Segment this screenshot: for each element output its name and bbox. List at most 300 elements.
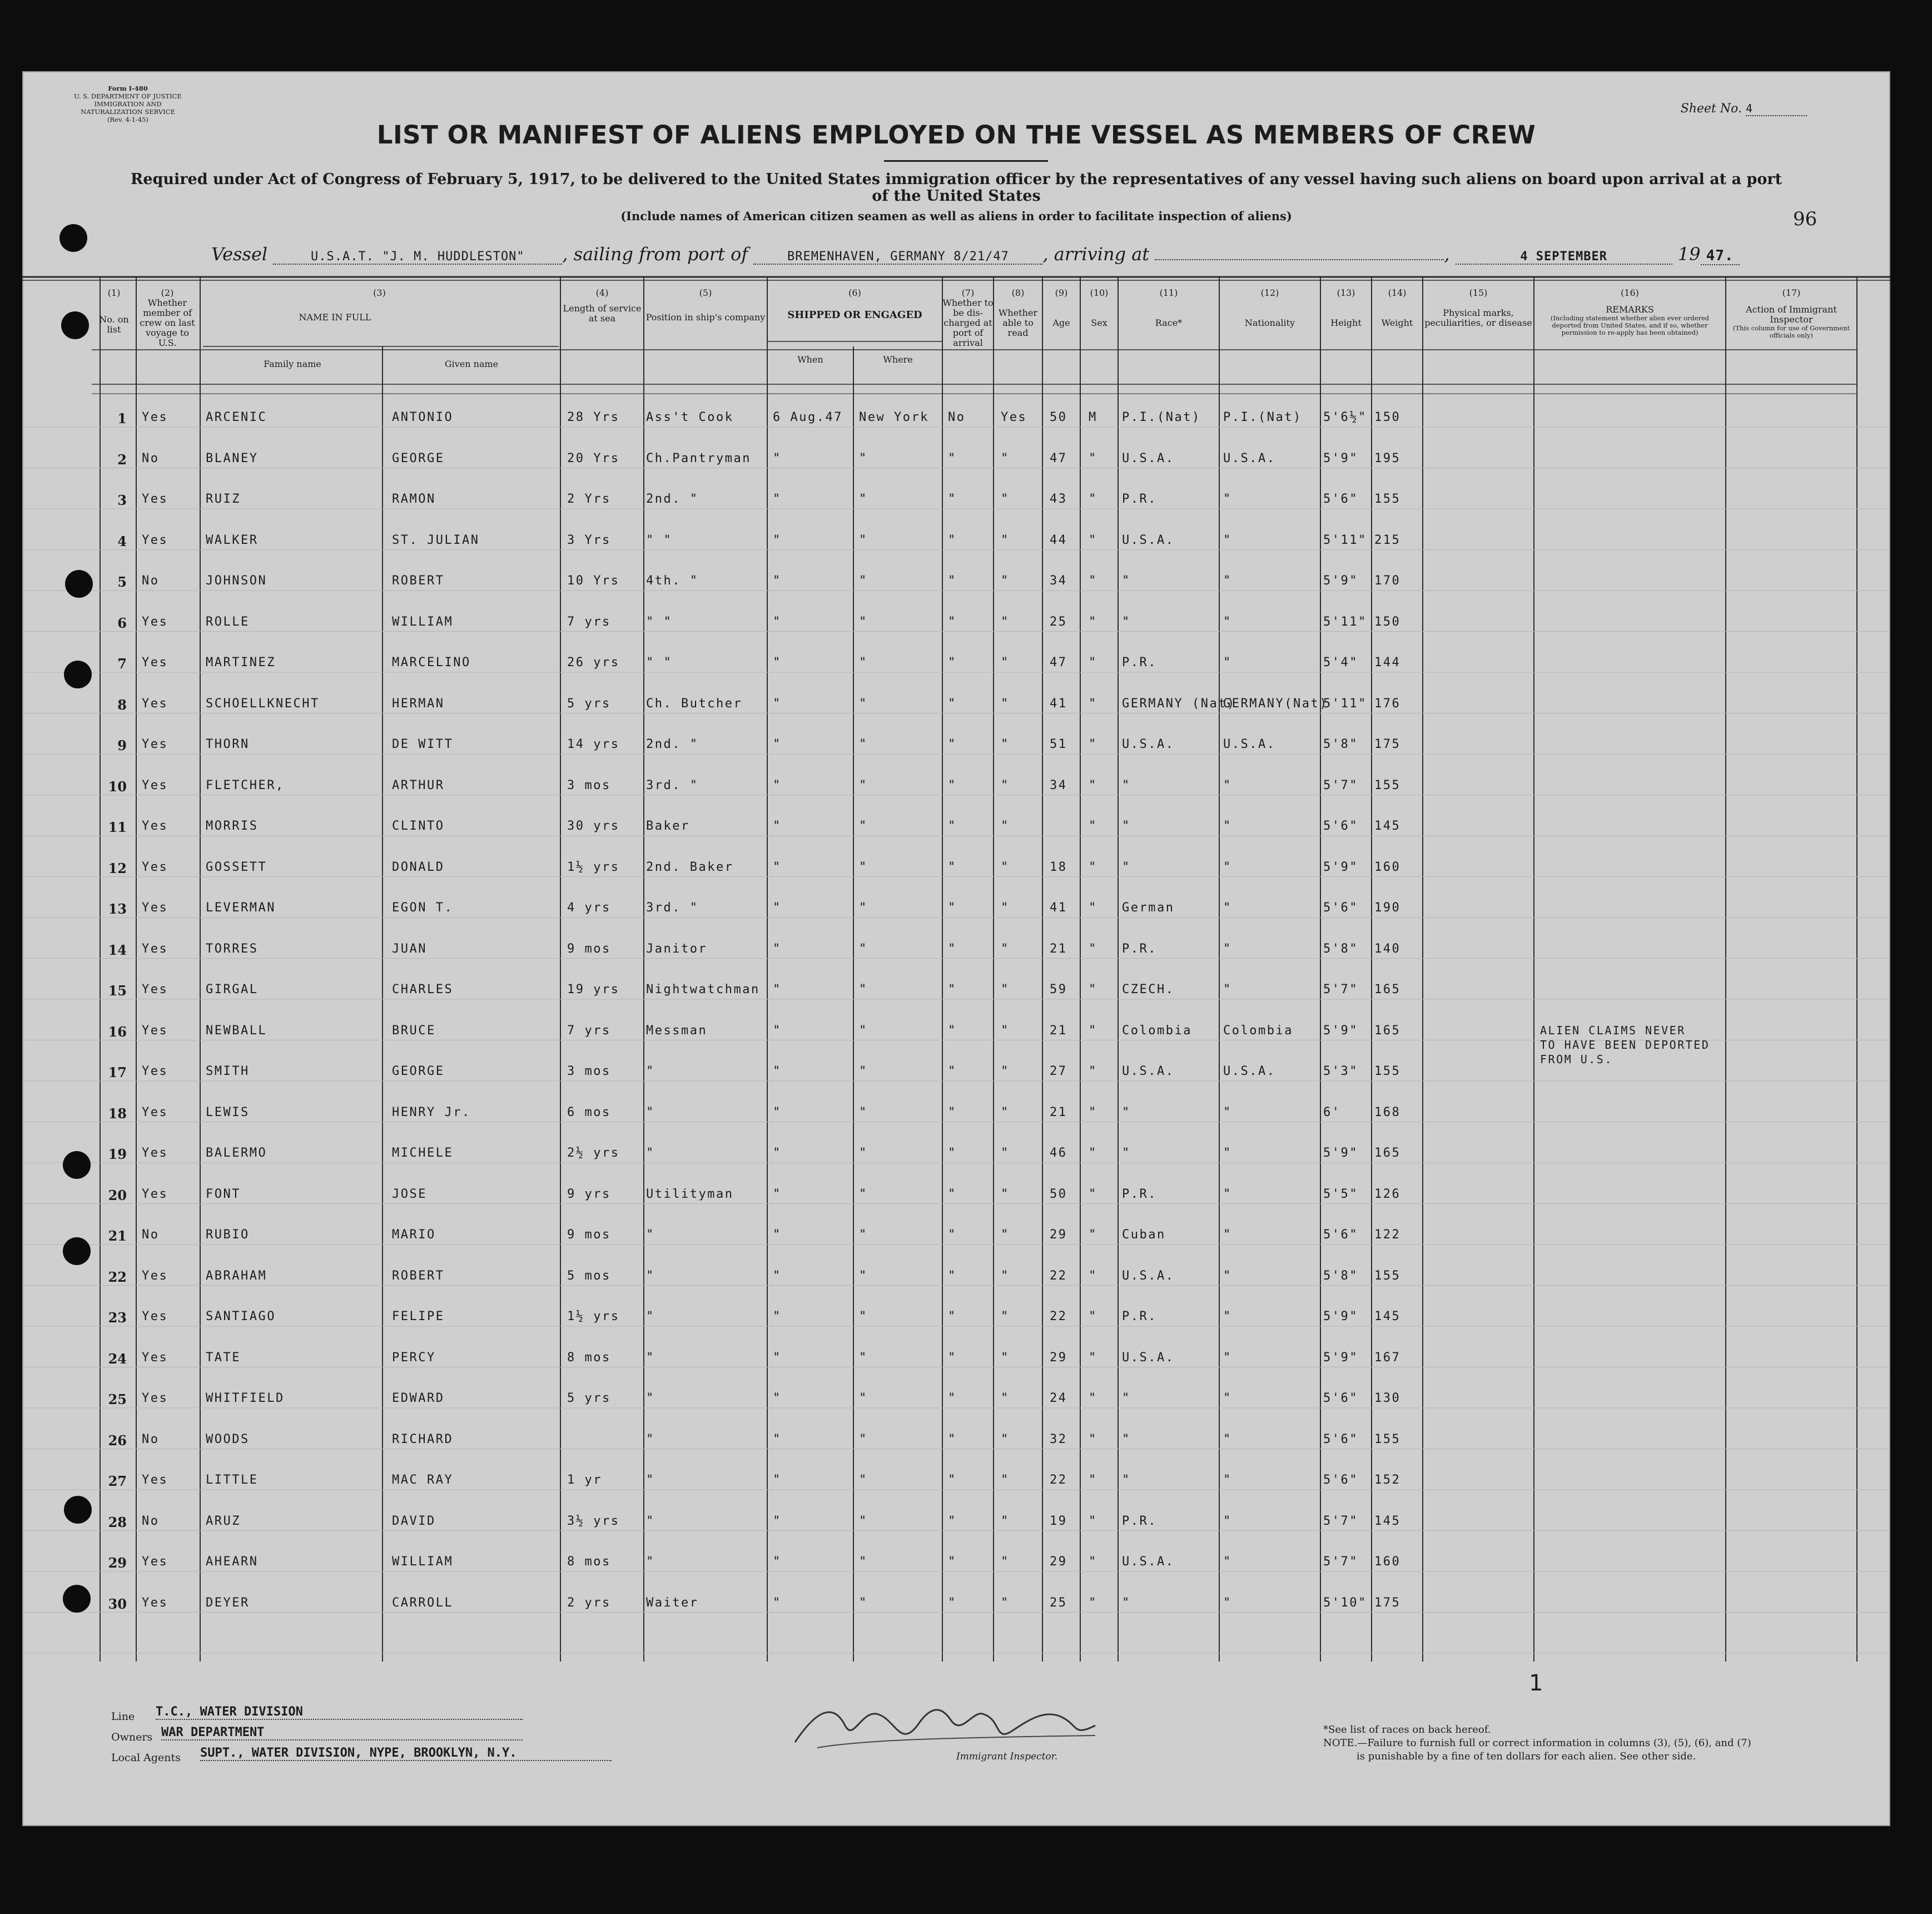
cell-when: " <box>773 778 782 792</box>
cell-prev: No <box>142 451 160 465</box>
cell-length: 1½ yrs <box>567 860 620 874</box>
cell-disch: " <box>948 1187 957 1201</box>
vessel-name: U.S.A.T. "J. M. HUDDLESTON" <box>273 250 562 265</box>
cell-weight: 190 <box>1374 901 1401 915</box>
cell-sex: " <box>1089 737 1097 751</box>
col-7-number: (7) <box>961 287 975 298</box>
cell-height: 6' <box>1323 1105 1341 1119</box>
cell-age: 50 <box>1050 1187 1067 1201</box>
col-17-note: (This column for use of Government officials only) <box>1732 324 1850 339</box>
cell-when: " <box>773 1514 782 1528</box>
cell-read: " <box>1001 1228 1010 1242</box>
cell-height: 5'9" <box>1323 1146 1358 1160</box>
cell-read: " <box>1001 983 1010 996</box>
row-number: 30 <box>108 1595 127 1612</box>
cell-weight: 175 <box>1374 1595 1401 1610</box>
cell-race: " <box>1122 1146 1131 1160</box>
cell-when: " <box>773 1064 782 1078</box>
col-4-number: (4) <box>595 287 609 298</box>
cell-weight: 150 <box>1374 614 1401 629</box>
cell-sex: " <box>1089 1187 1097 1201</box>
cell-disch: " <box>948 819 957 833</box>
owners-label: Owners <box>111 1731 153 1743</box>
cell-when: " <box>773 1105 782 1119</box>
cell-read: " <box>1001 614 1010 629</box>
cell-age: 21 <box>1050 1105 1067 1119</box>
row-number: 25 <box>108 1391 127 1407</box>
cell-length: 3 mos <box>567 1064 611 1078</box>
cell-prev: Yes <box>142 1187 168 1201</box>
cell-age: 29 <box>1050 1228 1067 1242</box>
cell-weight: 155 <box>1374 1064 1401 1078</box>
cell-family: GIRGAL <box>206 983 259 996</box>
col-5-number: (5) <box>699 287 712 298</box>
cell-when: " <box>773 1555 782 1569</box>
row-number: 18 <box>108 1105 127 1122</box>
cell-sex: " <box>1089 1473 1097 1487</box>
cell-where: " <box>859 1432 868 1446</box>
col-16-label: REMARKS <box>1606 304 1654 315</box>
row-number: 20 <box>108 1187 127 1203</box>
cell-read: " <box>1001 901 1010 915</box>
cell-when: " <box>773 1595 782 1610</box>
cell-prev: Yes <box>142 941 168 956</box>
cell-family: FLETCHER, <box>206 778 285 792</box>
cell-sex: " <box>1089 451 1097 465</box>
cell-disch: " <box>948 1023 957 1038</box>
cell-when: " <box>773 656 782 670</box>
row-number: 3 <box>117 492 127 508</box>
line-label: Line <box>111 1710 135 1723</box>
cell-nat: " <box>1223 1514 1232 1528</box>
cell-age: 27 <box>1050 1064 1067 1078</box>
cell-race: " <box>1122 1432 1131 1446</box>
vessel-label: Vessel <box>211 244 268 265</box>
col-3-given-name: Given name <box>444 359 499 369</box>
cell-when: " <box>773 1146 782 1160</box>
col-14-number: (14) <box>1388 287 1407 298</box>
cell-weight: 145 <box>1374 819 1401 833</box>
row-number: 11 <box>108 819 127 835</box>
cell-disch: " <box>948 901 957 915</box>
cell-given: BRUCE <box>392 1023 436 1038</box>
cell-position: " <box>646 1064 655 1078</box>
cell-height: 5'8" <box>1323 941 1358 956</box>
cell-where: " <box>859 1514 868 1528</box>
cell-height: 5'9" <box>1323 1023 1358 1038</box>
cell-weight: 122 <box>1374 1228 1401 1242</box>
cell-nat: " <box>1223 656 1232 670</box>
cell-height: 5'6" <box>1323 1391 1358 1405</box>
cell-height: 5'9" <box>1323 860 1358 874</box>
cell-length: 3 mos <box>567 778 611 792</box>
cell-nat: " <box>1223 1432 1232 1446</box>
row-number: 19 <box>108 1146 127 1162</box>
cell-prev: Yes <box>142 1268 168 1283</box>
cell-weight: 140 <box>1374 941 1401 956</box>
cell-family: AHEARN <box>206 1555 259 1569</box>
cell-weight: 145 <box>1374 1514 1401 1528</box>
cell-given: GEORGE <box>392 451 445 465</box>
cell-family: LITTLE <box>206 1473 259 1487</box>
cell-family: LEVERMAN <box>206 901 276 915</box>
cell-given: DAVID <box>392 1514 436 1528</box>
cell-position: " <box>646 1391 655 1405</box>
cell-length: 10 Yrs <box>567 574 620 588</box>
cell-weight: 155 <box>1374 1432 1401 1446</box>
subtitle-note: (Include names of American citizen seamen as well as aliens in order to facilitate inspection of aliens) <box>620 209 1292 223</box>
cell-given: CARROLL <box>392 1595 454 1610</box>
cell-prev: Yes <box>142 656 168 670</box>
form-revision: (Rev. 4-1-45) <box>107 116 148 123</box>
cell-where: " <box>859 860 868 874</box>
cell-where: " <box>859 1268 868 1283</box>
penalty-note-cont: is punishable by a fine of ten dollars for each alien. See other side. <box>1357 1751 1696 1762</box>
cell-when: " <box>773 614 782 629</box>
cell-given: FELIPE <box>392 1310 445 1323</box>
cell-race: " <box>1122 574 1131 588</box>
cell-read: " <box>1001 1268 1010 1283</box>
cell-family: WALKER <box>206 533 259 547</box>
cell-prev: Yes <box>142 410 168 424</box>
row-number: 12 <box>108 860 127 876</box>
cell-position: " <box>646 1228 655 1242</box>
cell-sex: " <box>1089 1146 1097 1160</box>
cell-family: WHITFIELD <box>206 1391 285 1405</box>
cell-where: " <box>859 983 868 996</box>
col-10-label: Sex <box>1091 318 1107 328</box>
cell-disch: " <box>948 492 957 506</box>
row-number: 2 <box>117 451 127 468</box>
cell-where: " <box>859 941 868 956</box>
cell-read: " <box>1001 1473 1010 1487</box>
cell-race: U.S.A. <box>1122 1268 1175 1283</box>
cell-height: 5'4" <box>1323 656 1358 670</box>
cell-family: ARCENIC <box>206 410 267 424</box>
row-number: 17 <box>108 1064 127 1080</box>
cell-where: " <box>859 737 868 751</box>
cell-position: Ch. Butcher <box>646 696 743 711</box>
cell-given: CHARLES <box>392 983 454 996</box>
cell-nat: " <box>1223 1595 1232 1610</box>
sheet-number-label: Sheet No. <box>1680 102 1742 116</box>
col-11-label: Race* <box>1155 318 1183 328</box>
cell-nat: " <box>1223 778 1232 792</box>
cell-disch: " <box>948 941 957 956</box>
cell-nat: P.I.(Nat) <box>1223 410 1302 424</box>
owners-value: WAR DEPARTMENT <box>161 1725 523 1741</box>
cell-family: BALERMO <box>206 1146 267 1160</box>
cell-length: 2½ yrs <box>567 1146 620 1160</box>
cell-family: SANTIAGO <box>206 1310 276 1323</box>
row-number: 21 <box>108 1228 127 1244</box>
cell-race: " <box>1122 819 1131 833</box>
cell-position: " <box>646 1310 655 1323</box>
cell-sex: " <box>1089 696 1097 711</box>
col-16-note: (Including statement whether alien ever ordered deported from United States, and if so, whether permission to re-apply has been obtained) <box>1550 314 1710 336</box>
cell-where: " <box>859 1023 868 1038</box>
cell-position: Ass't Cook <box>646 410 734 424</box>
cell-height: 5'8" <box>1323 1268 1358 1283</box>
cell-when: 6 Aug.47 <box>773 410 843 424</box>
col-9-label: Age <box>1052 318 1070 328</box>
count-mark: 1 <box>1529 1670 1543 1696</box>
cell-weight: 215 <box>1374 533 1401 547</box>
cell-when: " <box>773 492 782 506</box>
cell-prev: Yes <box>142 1391 168 1405</box>
cell-when: " <box>773 1391 782 1405</box>
cell-race: " <box>1122 1473 1131 1487</box>
year-prefix: 19 <box>1677 244 1701 265</box>
cell-family: RUBIO <box>206 1228 250 1242</box>
cell-prev: Yes <box>142 1350 168 1365</box>
cell-disch: " <box>948 1555 957 1569</box>
cell-weight: 170 <box>1374 574 1401 588</box>
cell-sex: " <box>1089 1432 1097 1446</box>
cell-position: " <box>646 1350 655 1365</box>
cell-height: 5'9" <box>1323 1310 1358 1323</box>
col-9-number: (9) <box>1055 287 1068 298</box>
cell-prev: Yes <box>142 819 168 833</box>
cell-age: 47 <box>1050 451 1067 465</box>
row-number: 22 <box>108 1268 127 1285</box>
cell-family: FONT <box>206 1187 241 1201</box>
cell-where: " <box>859 1187 868 1201</box>
cell-prev: Yes <box>142 1064 168 1078</box>
cell-sex: " <box>1089 1310 1097 1323</box>
cell-nat: " <box>1223 1268 1232 1283</box>
cell-read: " <box>1001 1023 1010 1038</box>
cell-nat: U.S.A. <box>1223 451 1276 465</box>
cell-read: " <box>1001 778 1010 792</box>
cell-family: ROLLE <box>206 614 250 629</box>
cell-position: 2nd. " <box>646 492 699 506</box>
cell-family: TORRES <box>206 941 259 956</box>
cell-age: 41 <box>1050 696 1067 711</box>
cell-nat: " <box>1223 574 1232 588</box>
cell-height: 5'5" <box>1323 1187 1358 1201</box>
cell-disch: " <box>948 574 957 588</box>
cell-when: " <box>773 696 782 711</box>
cell-sex: " <box>1089 860 1097 874</box>
cell-race: U.S.A. <box>1122 737 1175 751</box>
col-2-label: Whether member of crew on last voyage to U.S. <box>140 297 195 348</box>
cell-weight: 165 <box>1374 983 1401 996</box>
cell-prev: No <box>142 1432 160 1446</box>
cell-given: HENRY Jr. <box>392 1105 471 1119</box>
cell-race: U.S.A. <box>1122 533 1175 547</box>
cell-length: 4 yrs <box>567 901 611 915</box>
cell-given: ANTONIO <box>392 410 454 424</box>
cell-position: " " <box>646 614 673 629</box>
cell-position: " " <box>646 656 673 670</box>
row-number: 28 <box>108 1514 127 1530</box>
cell-length: 14 yrs <box>567 737 620 751</box>
row-number: 8 <box>117 696 127 713</box>
cell-position: Utilityman <box>646 1187 734 1201</box>
binder-hole <box>64 661 92 688</box>
cell-prev: Yes <box>142 614 168 629</box>
cell-length: 9 yrs <box>567 1187 611 1201</box>
cell-age: 21 <box>1050 1023 1067 1038</box>
cell-sex: " <box>1089 1391 1097 1405</box>
row-number: 29 <box>108 1555 127 1571</box>
cell-height: 5'10" <box>1323 1595 1367 1610</box>
col-2-number: (2) <box>161 287 174 298</box>
cell-nat: " <box>1223 1310 1232 1323</box>
penalty-note: NOTE.—Failure to furnish full or correct information in columns (3), (5), (6), and (7) <box>1323 1737 1751 1749</box>
cell-sex: " <box>1089 941 1097 956</box>
cell-race: " <box>1122 860 1131 874</box>
cell-given: MARIO <box>392 1228 436 1242</box>
cell-weight: 175 <box>1374 737 1401 751</box>
col-12-number: (12) <box>1260 287 1279 298</box>
col-4-label: Length of service at sea <box>563 303 642 324</box>
col-10-number: (10) <box>1090 287 1109 298</box>
cell-age: 34 <box>1050 574 1067 588</box>
cell-race: " <box>1122 1105 1131 1119</box>
arriving-label: , arriving at <box>1042 244 1150 265</box>
sailing-port: BREMENHAVEN, GERMANY 8/21/47 <box>753 250 1042 265</box>
row-number: 27 <box>108 1473 127 1489</box>
cell-prev: Yes <box>142 737 168 751</box>
cell-disch: " <box>948 1595 957 1610</box>
row-number: 4 <box>117 533 127 549</box>
cell-nat: " <box>1223 860 1232 874</box>
cell-read: " <box>1001 1064 1010 1078</box>
cell-read: " <box>1001 737 1010 751</box>
cell-prev: No <box>142 1228 160 1242</box>
cell-where: " <box>859 574 868 588</box>
col-7-label: Whether to be dis-charged at port of arrival <box>942 297 994 348</box>
cell-race: " <box>1122 1595 1131 1610</box>
cell-position: Messman <box>646 1023 708 1038</box>
cell-disch: " <box>948 1514 957 1528</box>
cell-weight: 155 <box>1374 1268 1401 1283</box>
cell-length: 5 mos <box>567 1268 611 1283</box>
cell-prev: Yes <box>142 1473 168 1487</box>
arrival-year: 47. <box>1701 247 1740 265</box>
cell-age: 21 <box>1050 941 1067 956</box>
cell-sex: " <box>1089 1595 1097 1610</box>
cell-given: MAC RAY <box>392 1473 454 1487</box>
cell-age: 59 <box>1050 983 1067 996</box>
cell-age: 22 <box>1050 1473 1067 1487</box>
row-number: 6 <box>117 614 127 631</box>
cell-where: " <box>859 1105 868 1119</box>
cell-weight: 150 <box>1374 410 1401 424</box>
cell-given: GEORGE <box>392 1064 445 1078</box>
cell-given: MARCELINO <box>392 656 471 670</box>
cell-sex: " <box>1089 656 1097 670</box>
cell-disch: No <box>948 410 966 424</box>
cell-position: Baker <box>646 819 690 833</box>
cell-position: " <box>646 1105 655 1119</box>
cell-given: RAMON <box>392 492 436 506</box>
races-note: *See list of races on back hereof. <box>1323 1724 1491 1736</box>
cell-family: NEWBALL <box>206 1023 267 1038</box>
cell-height: 5'6" <box>1323 901 1358 915</box>
cell-family: WOODS <box>206 1432 250 1446</box>
cell-family: DEYER <box>206 1595 250 1610</box>
cell-race: GERMANY (Nat) <box>1122 696 1236 711</box>
cell-where: " <box>859 656 868 670</box>
cell-race: P.R. <box>1122 492 1157 506</box>
col-6-number: (6) <box>848 287 861 298</box>
cell-nat: " <box>1223 901 1232 915</box>
cell-family: RUIZ <box>206 492 241 506</box>
cell-prev: Yes <box>142 860 168 874</box>
cell-read: " <box>1001 696 1010 711</box>
cell-weight: 144 <box>1374 656 1401 670</box>
cell-length: 3½ yrs <box>567 1514 620 1528</box>
cell-given: HERMAN <box>392 696 445 711</box>
cell-where: " <box>859 614 868 629</box>
cell-age: 44 <box>1050 533 1067 547</box>
col-3-number: (3) <box>373 287 386 298</box>
cell-sex: " <box>1089 1555 1097 1569</box>
cell-prev: Yes <box>142 778 168 792</box>
cell-position: " <box>646 1555 655 1569</box>
cell-disch: " <box>948 1391 957 1405</box>
cell-family: GOSSETT <box>206 860 267 874</box>
cell-race: Cuban <box>1122 1228 1166 1242</box>
cell-disch: " <box>948 1350 957 1365</box>
cell-nat: " <box>1223 1473 1232 1487</box>
cell-read: " <box>1001 1187 1010 1201</box>
cell-where: " <box>859 1350 868 1365</box>
cell-given: ROBERT <box>392 574 445 588</box>
cell-nat: " <box>1223 1228 1232 1242</box>
col-6-when: When <box>797 354 823 365</box>
cell-read: " <box>1001 819 1010 833</box>
cell-when: " <box>773 819 782 833</box>
cell-height: 5'7" <box>1323 778 1358 792</box>
cell-prev: Yes <box>142 1105 168 1119</box>
cell-family: SCHOELLKNECHT <box>206 696 320 711</box>
cell-length: 6 mos <box>567 1105 611 1119</box>
cell-weight: 160 <box>1374 1555 1401 1569</box>
cell-weight: 176 <box>1374 696 1401 711</box>
cell-read: Yes <box>1001 410 1027 424</box>
cell-family: TATE <box>206 1350 241 1365</box>
cell-when: " <box>773 1023 782 1038</box>
cell-where: " <box>859 533 868 547</box>
cell-weight: 130 <box>1374 1391 1401 1405</box>
cell-sex: " <box>1089 819 1097 833</box>
cell-read: " <box>1001 656 1010 670</box>
cell-disch: " <box>948 983 957 996</box>
cell-given: PERCY <box>392 1350 436 1365</box>
cell-race: U.S.A. <box>1122 451 1175 465</box>
cell-disch: " <box>948 1268 957 1283</box>
cell-prev: Yes <box>142 983 168 996</box>
cell-age: 47 <box>1050 656 1067 670</box>
cell-position: " <box>646 1473 655 1487</box>
cell-race: German <box>1122 901 1175 915</box>
cell-when: " <box>773 533 782 547</box>
col-13-number: (13) <box>1337 287 1355 298</box>
cell-position: " <box>646 1432 655 1446</box>
cell-where: " <box>859 1473 868 1487</box>
cell-height: 5'7" <box>1323 1555 1358 1569</box>
cell-read: " <box>1001 1146 1010 1160</box>
cell-where: " <box>859 778 868 792</box>
cell-sex: " <box>1089 1105 1097 1119</box>
cell-height: 5'6" <box>1323 819 1358 833</box>
cell-weight: 152 <box>1374 1473 1401 1487</box>
cell-length: 3 Yrs <box>567 533 611 547</box>
